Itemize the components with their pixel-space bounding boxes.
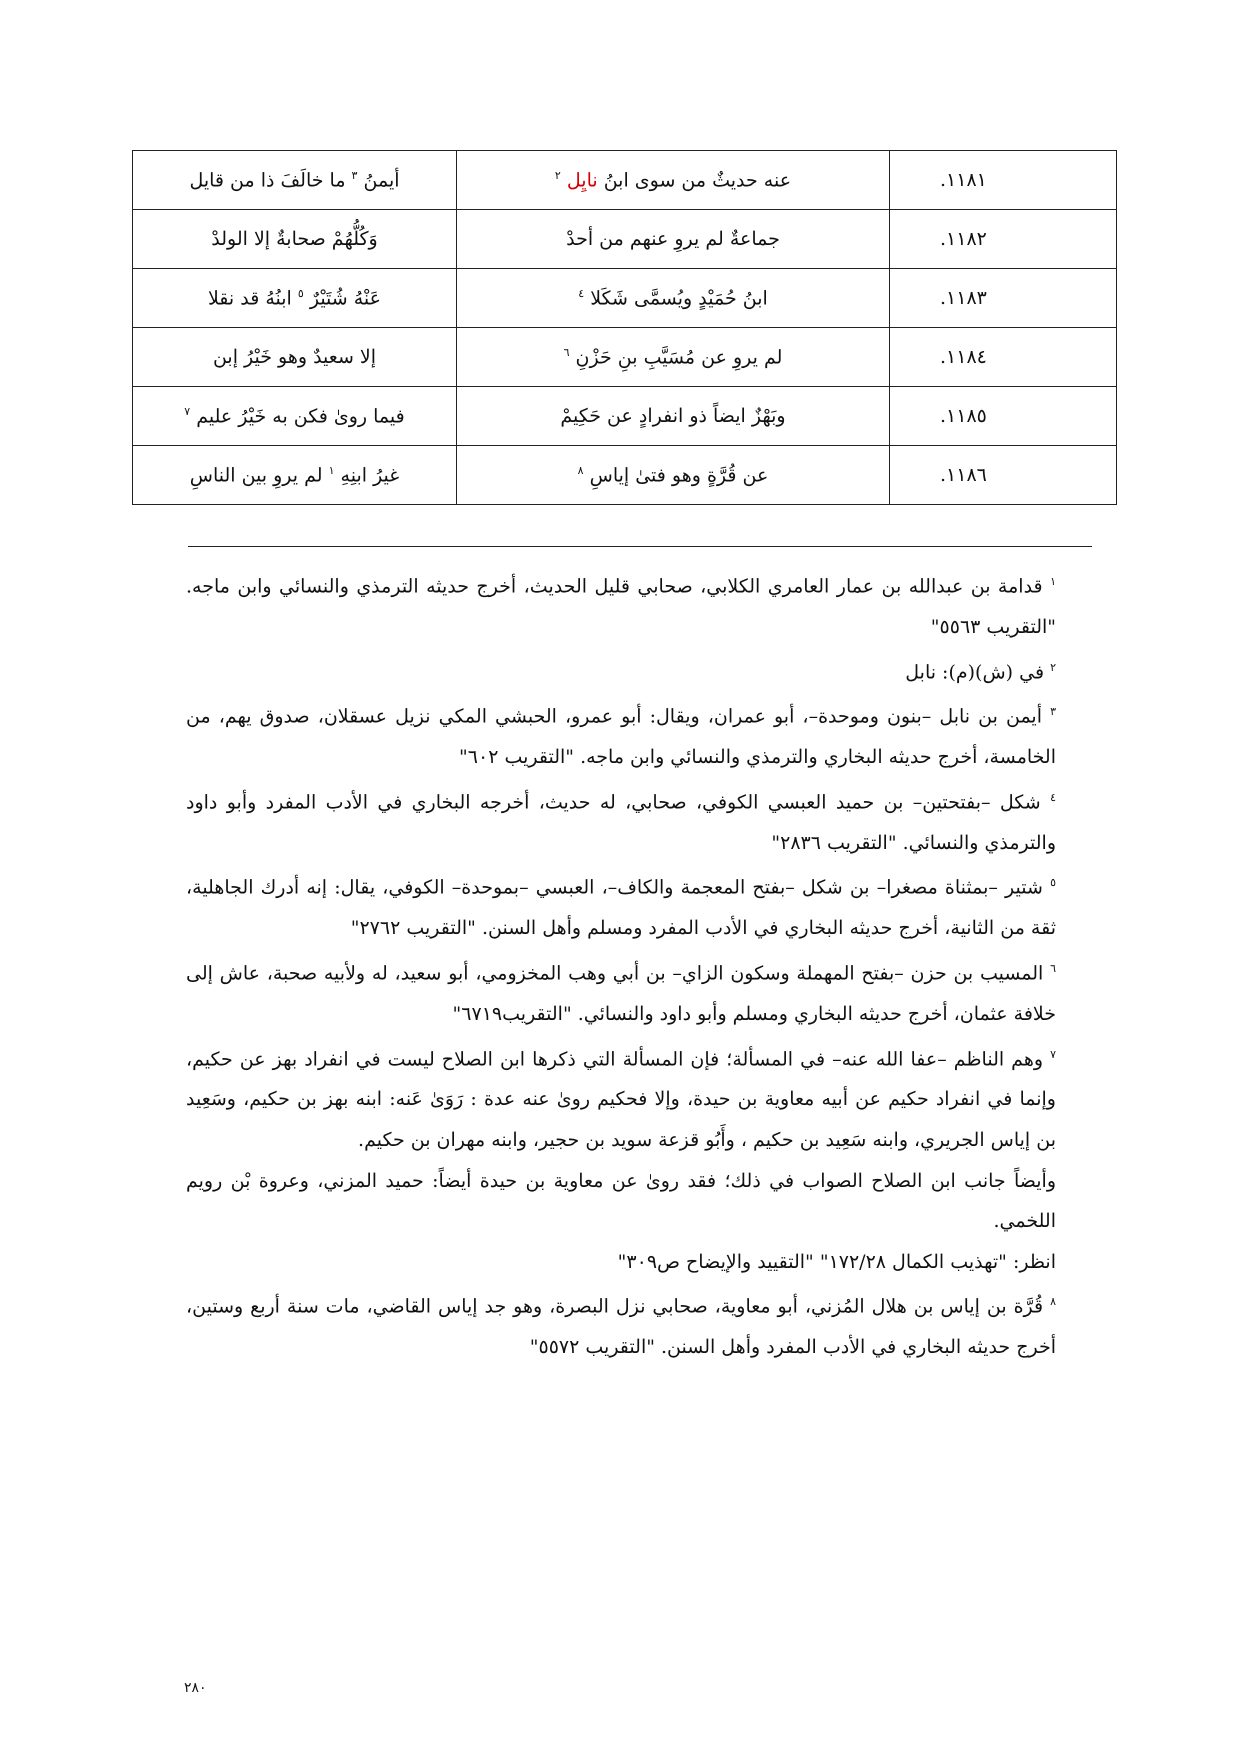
verse-row — [133, 151, 1117, 210]
footnote — [186, 1282, 1056, 1368]
footnote — [186, 949, 1056, 1035]
second-hemistich — [133, 210, 457, 269]
footnote-number: ٧ — [1050, 1047, 1056, 1061]
first-hemistich-text: ابنُ حُمَيْدٍ ويُسمَّى شَكَلا — [584, 287, 768, 310]
verse-number: ١١٨٤. — [890, 328, 1117, 387]
first-hemistich-text: جماعةٌ لم يروِ عنهم من أحدْ — [566, 228, 780, 250]
first-hemistich — [457, 269, 890, 328]
verse-row — [133, 446, 1117, 505]
footnote-text: قدامة بن عبدالله بن عمار العامري الكلابي، صحابي قليل الحديث، أخرج حديثه الترمذي والنسائي وابن ماجه. "التقريب ٥٥٦٣" — [186, 575, 1056, 638]
second-hemistich-text: ابنُهُ قد نقلا — [207, 287, 298, 310]
highlighted-word: نايِل — [566, 169, 598, 192]
footnote — [186, 1035, 1056, 1161]
footnotes — [186, 562, 1056, 1368]
footnote-ref: ٧ — [184, 404, 191, 418]
second-hemistich-text: أيمنُ — [357, 169, 400, 192]
first-hemistich — [457, 387, 890, 446]
second-hemistich-text: إلا سعيدٌ وهو خَيْرُ إبن — [212, 346, 377, 368]
footnote-text: في (ش)(م): نابل — [905, 660, 1045, 683]
footnote-ref: ٤ — [578, 286, 585, 300]
verse-number: ١١٨٥. — [890, 387, 1117, 446]
second-hemistich — [133, 387, 457, 446]
footnote — [186, 1161, 1056, 1242]
footnote-ref: ١ — [328, 463, 335, 477]
footnote-number: ٦ — [1050, 961, 1056, 975]
second-hemistich — [133, 269, 457, 328]
verse-row — [133, 387, 1117, 446]
verse-number: ١١٨٢. — [890, 210, 1117, 269]
footnote — [186, 562, 1056, 648]
footnote-ref: ٥ — [297, 286, 304, 300]
verse-row — [133, 269, 1117, 328]
second-hemistich-text: وَكُلُّهُمْ صحابةٌ إلا الولدْ — [211, 228, 378, 250]
footnote-text: انظر: "تهذيب الكمال ١٧٢/٢٨" "التقييد والإيضاح ص٣٠٩" — [617, 1250, 1056, 1273]
first-hemistich-text: لم يروِ عن مُسَيَّبِ بنِ حَزْنِ — [569, 346, 783, 369]
footnote — [186, 863, 1056, 949]
footnote-ref: ٣ — [351, 168, 358, 182]
second-hemistich-text: لم يروِ بين الناسِ — [189, 464, 329, 487]
footnote — [186, 648, 1056, 693]
footnote — [186, 692, 1056, 778]
first-hemistich-text: عن قُرَّةٍ وهو فتىٰ إياسِ — [583, 464, 769, 487]
first-hemistich — [457, 328, 890, 387]
first-hemistich — [457, 210, 890, 269]
page-number: ٢٨٠ — [184, 1680, 207, 1696]
footnote-ref: ٨ — [577, 463, 584, 477]
first-hemistich — [457, 151, 890, 210]
footnote-text: قُرَّة بن إياس بن هلال المُزني، أبو معاوية، صحابي نزل البصرة، وهو جد إياس القاضي، مات سنة أربع وستين، أخرج حديثه البخاري في الأدب المفرد وأهل السنن. "التقريب ٥٥٧٢" — [186, 1295, 1056, 1359]
verse-number: ١١٨٣. — [890, 269, 1117, 328]
footnote-text: شتير –بمثناة مصغرا– بن شكل –بفتح المعجمة والكاف–، العبسي –بموحدة– الكوفي، يقال: إنه أدرك الجاهلية، ثقة من الثانية، أخرج حديثه البخاري في الأدب المفرد ومسلم وأهل السنن. "التقريب ٢٧٦٢" — [186, 876, 1056, 940]
footnote — [186, 778, 1056, 864]
footnote-ref: ٦ — [563, 345, 570, 359]
second-hemistich-text: ما خالَفَ ذا من قايل — [189, 169, 352, 192]
verse-number: ١١٨٦. — [890, 446, 1117, 505]
footnote-text: المسيب بن حزن –بفتح المهملة وسكون الزاي– بن أبي وهب المخزومي، أبو سعيد، له ولأبيه صحبة، عاش إلى خلافة عثمان، أخرج حديثه البخاري ومسلم وأبو داود والنسائي. "التقريب٦٧١٩" — [186, 962, 1056, 1025]
first-hemistich-text: وبَهْزٌ ايضاً ذو انفرادٍ عن حَكِيمْ — [560, 405, 786, 427]
second-hemistich — [133, 151, 457, 210]
footnote-number: ٨ — [1050, 1295, 1056, 1309]
second-hemistich — [133, 328, 457, 387]
second-hemistich-text: غيرُ ابنِهِ — [334, 464, 400, 487]
second-hemistich-text: عَنْهُ شُتَيْرٌ — [303, 287, 382, 310]
footnote-ref: ٢ — [554, 168, 561, 182]
second-hemistich-text: فيما روىٰ فكن به خَيْرُ عليم — [190, 405, 405, 428]
verse-row — [133, 328, 1117, 387]
verse-row — [133, 210, 1117, 269]
footnote-number: ٢ — [1050, 660, 1056, 674]
footnote-number: ٤ — [1050, 790, 1056, 804]
footnote-text: وهم الناظم –عفا الله عنه– في المسألة؛ فإن المسألة التي ذكرها ابن الصلاح ليست في انفراد بهز عن حكيم، وإنما في انفراد حكيم عن أبيه معاوية بن حيدة، وإلا فحكيم روىٰ عنه عدة : رَوَىٰ عَنه: ابنه بهز بن حكيم، وسَعِيد بن إياس الجريري، وابنه سَعِيد بن حكيم ، وأَبُو قزعة سويد بن حجير، وابنه مهران بن حكيم. — [186, 1047, 1056, 1152]
second-hemistich — [133, 446, 457, 505]
footnote — [186, 1242, 1056, 1283]
footnote-number: ١ — [1050, 575, 1056, 588]
footnote-separator — [188, 546, 1092, 547]
verse-table — [132, 150, 1117, 505]
footnote-number: ٥ — [1050, 876, 1056, 890]
verse-number: ١١٨١. — [890, 151, 1117, 210]
first-hemistich — [457, 446, 890, 505]
footnote-text: شكل –بفتحتين– بن حميد العبسي الكوفي، صحابي، له حديث، أخرجه البخاري في الأدب المفرد وأبو داود والترمذي والنسائي. "التقريب ٢٨٣٦" — [186, 791, 1056, 854]
footnote-number: ٣ — [1050, 705, 1056, 719]
first-hemistich-text: عنه حديثٌ من سوى ابنُ — [597, 169, 792, 192]
footnote-text: أيمن بن نابل –بنون وموحدة–، أبو عمران، ويقال: أبو عمرو، الحبشي المكي نزيل عسقلان، صدوق يهم، من الخامسة، أخرج حديثه البخاري والترمذي والنسائي وابن ماجه. "التقريب ٦٠٢" — [186, 705, 1056, 769]
footnote-text: وأيضاً جانب ابن الصلاح الصواب في ذلك؛ فقد روىٰ عن معاوية بن حيدة أيضاً: حميد المزني، وعروة بْن رويم اللخمي. — [186, 1169, 1056, 1233]
